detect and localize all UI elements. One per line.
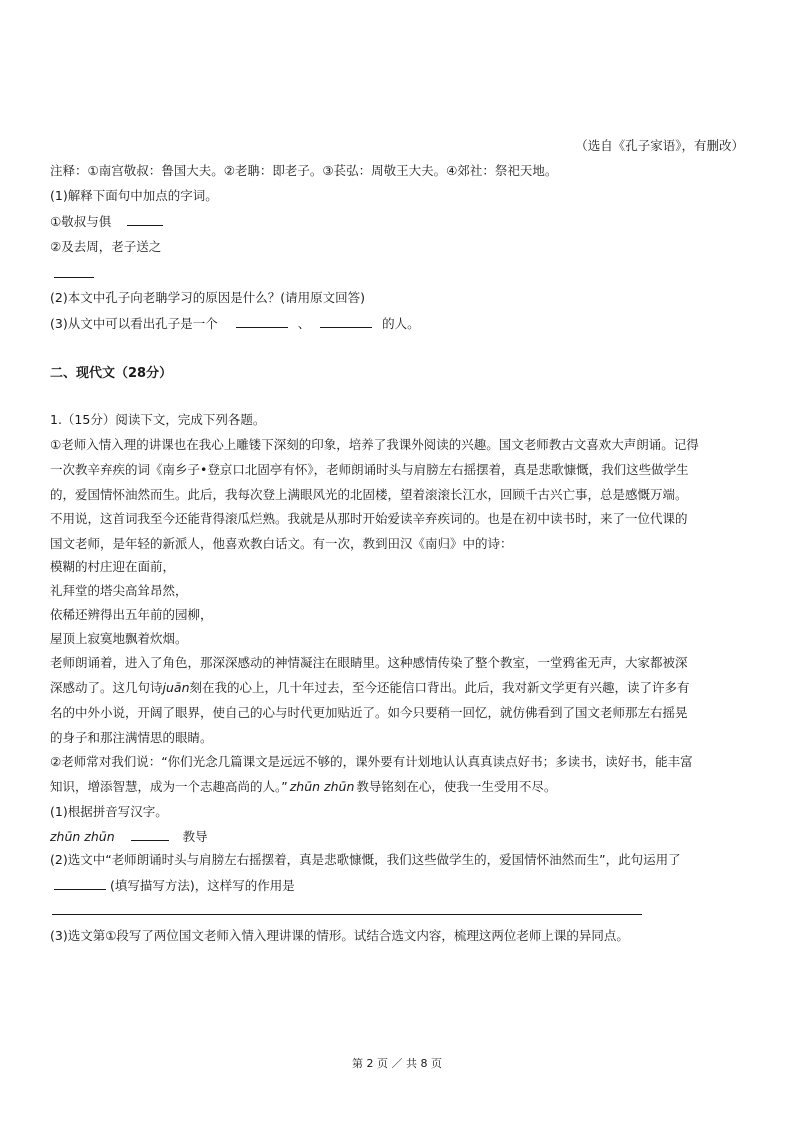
passage-line: 老师朗诵着，进入了角色，那深深感动的神情凝注在眼睛里。这种感情传染了整个教室，一堂鸦雀无声，大家都被深 <box>50 655 688 670</box>
poem-line: 屋顶上寂寞地飘着炊烟。 <box>50 631 188 646</box>
passage-text: 深感动了。这几句诗 <box>50 680 163 695</box>
question-3-prefix: (3)从文中可以看出孔子是一个 <box>50 316 218 331</box>
passage-intro: 1.（15分）阅读下文，完成下列各题。 <box>50 412 266 427</box>
passage-line <box>50 679 690 697</box>
pinyin-zhunzhun: zhūn zhūn <box>50 829 115 844</box>
passage-text: 刻在我的心上，几十年过去，至今还能信口背出。此后，我对新文学更有兴趣，读了许多有 <box>189 680 690 695</box>
question-1-suffix: 教导 <box>182 829 208 844</box>
modern-question-2-line2 <box>50 877 295 895</box>
answer-blank[interactable] <box>236 315 288 328</box>
classical-question-2: (2)本文中孔子向老聃学习的原因是什么？(请用原文回答) <box>50 290 365 305</box>
passage-line: 不用说，这首词我至今还能背得滚瓜烂熟。我就是从那时开始爱读辛弃疾词的。也是在初中读书时，来了一位代课的 <box>50 511 688 526</box>
passage-text: 教导铭刻在心，使我一生受用不尽。 <box>356 779 557 794</box>
pinyin-zhunzhun: zhūn zhūn <box>289 779 355 794</box>
modern-question-2: (2)选文中“老师朗诵时头与肩膀左右摇摆着，真是悲歌慷慨，我们这些做学生的，爱国情怀油然而生”，此句运用了 <box>50 852 681 867</box>
source-note: （选自《孔子家语》，有删改） <box>575 138 744 153</box>
passage-line: 的身子和那注满情思的眼睛。 <box>50 730 213 745</box>
answer-blank[interactable] <box>127 213 163 226</box>
passage-line: 国文老师，是年轻的新派人，他喜欢教白话文。有一次，教到田汉《南归》中的诗： <box>50 536 513 551</box>
page-footer: 第 2 页 ／ 共 8 页 <box>352 1057 442 1070</box>
classical-question-1b-answer <box>50 265 94 283</box>
answer-blank[interactable] <box>320 315 372 328</box>
modern-question-3: (3)选文第①段写了两位国文老师入情入理讲课的情形。试结合选文内容，梳理这两位老师上课的异同点。 <box>50 928 629 943</box>
question-2-suffix: (填写描写方法)，这样写的作用是 <box>109 878 295 893</box>
answer-line[interactable] <box>52 914 642 915</box>
answer-blank[interactable] <box>54 265 94 278</box>
answer-blank[interactable] <box>54 877 106 890</box>
passage-line: ①老师入情入理的讲课也在我心上雕镂下深刻的印象，培养了我课外阅读的兴趣。国文老师教古文喜欢大声朗诵。记得 <box>50 437 699 452</box>
passage-line: 的，爱国情怀油然而生。此后，我每次登上满眼风光的北固楼，望着滚滚长江水，回顾千古兴亡事，总是感慨万端。 <box>50 487 688 502</box>
passage-line: ②老师常对我们说：“你们光念几篇课文是远远不够的，课外要有计划地认认真真读点好书；多读书，读好书，能丰富 <box>50 754 693 769</box>
passage-line: 名的中外小说，开阔了眼界，使自己的心与时代更加贴近了。如今只要稍一回忆，就仿佛看到了国文老师那左右摇晃 <box>50 705 688 720</box>
passage-line: 一次教辛弃疾的词《南乡子•登京口北固亭有怀》，老师朗诵时头与肩膀左右摇摆着，真是悲歌慷慨，我们这些做学生 <box>50 462 689 477</box>
modern-question-1-answer <box>50 828 208 846</box>
classical-question-1b: ②及去周，老子送之 <box>50 239 162 254</box>
poem-line: 礼拜堂的塔尖高耸昂然， <box>50 583 188 598</box>
annotation-line: 注释：①南宫敬叔：鲁国大夫。②老聃：即老子。③苌弘：周敬王大夫。④郊社：祭祀天地。 <box>50 163 558 178</box>
classical-question-3 <box>50 315 420 333</box>
classical-question-1a <box>50 213 163 231</box>
passage-text: 知识，增添智慧，成为一个志趣高尚的人。” <box>50 779 288 794</box>
question-1a-text: ①敬叔与俱 <box>50 214 112 229</box>
question-3-suffix: 的人。 <box>382 316 420 331</box>
classical-question-1: (1)解释下面句中加点的字词。 <box>50 188 218 203</box>
modern-question-1: (1)根据拼音写汉字。 <box>50 804 168 819</box>
question-3-separator: 、 <box>297 316 311 331</box>
passage-line <box>50 778 556 796</box>
section-title: 二、现代文（28分） <box>50 366 173 381</box>
pinyin-juan: juān <box>162 680 190 695</box>
poem-line: 模糊的村庄迎在面前， <box>50 559 176 574</box>
poem-line: 依稀还辨得出五年前的园柳， <box>50 607 213 622</box>
answer-blank[interactable] <box>131 828 169 841</box>
